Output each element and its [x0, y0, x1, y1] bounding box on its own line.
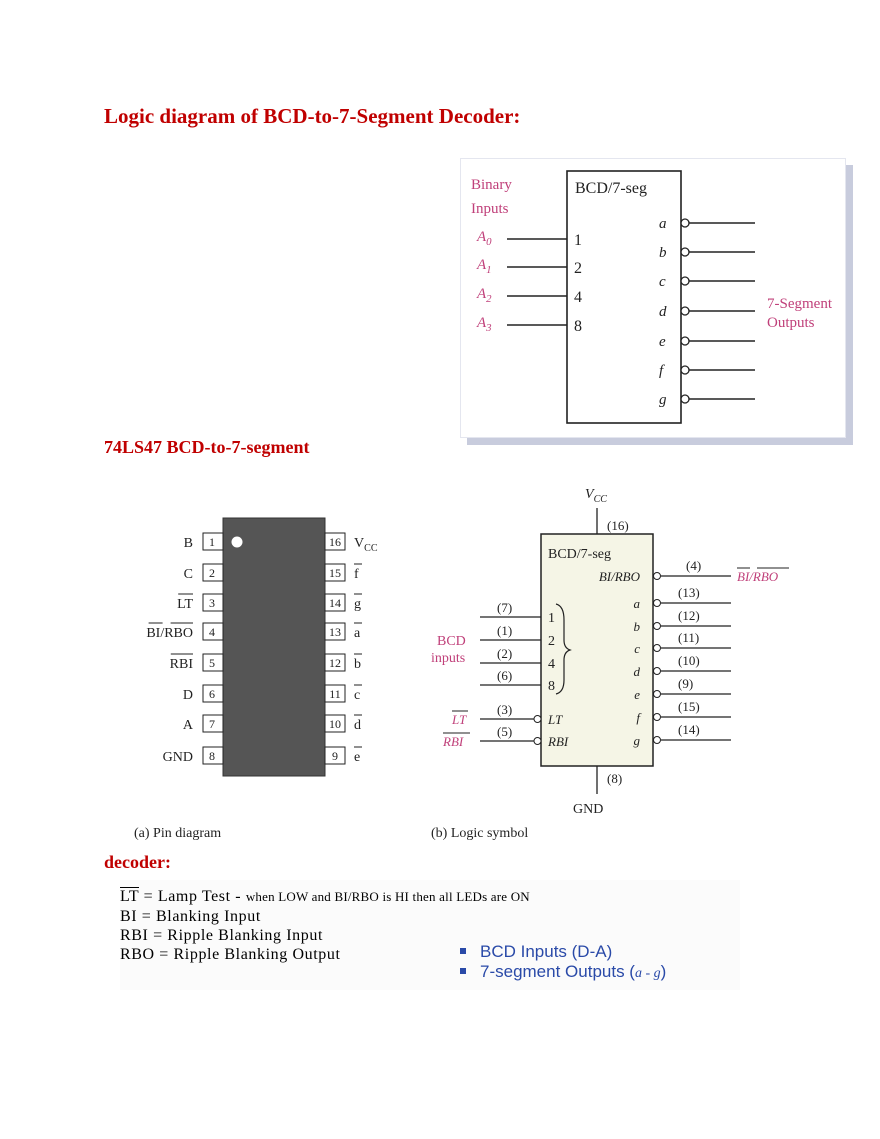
ic-74ls47-svg [100, 470, 800, 850]
segment-output-label-g: g [633, 733, 640, 748]
pin-legend [120, 880, 740, 990]
rbi-bubble [534, 738, 541, 745]
pin-number-6: 6 [209, 687, 215, 701]
segment-pin-number: (9) [678, 676, 694, 691]
pin-label-14: g [354, 597, 361, 612]
output-bubble-e [681, 337, 689, 345]
page-heading-logic-diagram: Logic diagram of BCD-to-7-Segment Decoder: [104, 104, 521, 128]
gnd-pin-number: (8) [607, 771, 623, 786]
segment-output-label-b: b [633, 619, 640, 634]
legend-line-lt: $\overline{LT}$ = Lamp Test - when LOW and BI/RBO is HI then all LEDs are ON [120, 888, 530, 905]
pin1-dot [232, 537, 243, 548]
pin-number-10: 10 [329, 717, 341, 731]
output-bubble-g [681, 395, 689, 403]
ic-74ls47-figure [100, 470, 800, 850]
lt-pin-number: (3) [497, 702, 513, 717]
segment-output-label-d: d [633, 664, 640, 679]
bcd-weight-4: 4 [548, 657, 555, 672]
caption-logic-symbol: (b) Logic symbol [431, 826, 529, 841]
lt-bubble [534, 716, 541, 723]
input-label-A2: $A_2$ [477, 286, 492, 305]
bcd-pin-number: (6) [497, 668, 513, 683]
pin-label-16: $V_{CC}$ [354, 536, 378, 554]
pin-number-15: 15 [329, 566, 341, 580]
bcd-pin-number: (1) [497, 623, 513, 638]
output-bubble-b [681, 248, 689, 256]
output-label-g: g [659, 392, 667, 408]
vcc-pin-number: (16) [607, 518, 629, 533]
pin-label-6: D [182, 688, 193, 703]
pin-label-10: d [354, 718, 361, 733]
bcd-7seg-block-diagram [460, 158, 846, 438]
output-label-b: b [659, 245, 667, 261]
decoder-block [567, 171, 681, 423]
bcd-weight-8: 8 [548, 679, 555, 694]
input-weight-4: 4 [574, 289, 582, 306]
bullet-7seg-outputs: 7-segment Outputs (a - g) [460, 962, 666, 982]
input-label-A0: $A_0$ [477, 229, 492, 248]
output-label-e: e [659, 334, 666, 350]
birbo-outside-label: BI/RBO [737, 569, 779, 584]
pin-label-9: e [354, 750, 361, 765]
bcd-pin-number: (2) [497, 646, 513, 661]
segment-pin-number: (12) [678, 608, 700, 623]
output-label-a: a [659, 216, 667, 232]
segment-pin-number: (10) [678, 653, 700, 668]
segment-pin-number: (13) [678, 585, 700, 600]
output-bubble-c [681, 277, 689, 285]
input-label-A3: $A_3$ [477, 315, 492, 334]
ic-body [223, 518, 325, 776]
pin-label-13: a [354, 626, 361, 641]
legend-line-rbo: RBO = Ripple Blanking Output [120, 946, 341, 963]
pin-label-7: A [182, 718, 193, 733]
segment-bubble-g [654, 737, 661, 744]
rbi-outside-label: RBI [443, 734, 464, 749]
pin-number-12: 12 [329, 656, 341, 670]
output-label-d: d [659, 304, 667, 320]
pin-label-12: b [354, 657, 361, 672]
bullet-square-icon [460, 968, 466, 974]
pin-number-11: 11 [329, 687, 341, 701]
pin-number-4: 4 [209, 625, 215, 639]
bullet-square-icon [460, 948, 466, 954]
segment-output-label-a: a [633, 596, 640, 611]
pin-label-3: LT [177, 597, 193, 612]
section-heading-decoder: decoder: [104, 852, 171, 872]
segment-bubble-c [654, 645, 661, 652]
segment-outputs-caption: 7-Segment [767, 296, 832, 312]
segment-bubble-f [654, 714, 661, 721]
pin-number-16: 16 [329, 535, 341, 549]
binary-inputs-caption-2: Inputs [471, 201, 509, 217]
bcd-inputs-caption: BCD [437, 634, 466, 649]
rbi-pin-number: (5) [497, 724, 513, 739]
birbo-inside-label: BI/RBO [598, 569, 640, 584]
section-heading-74ls47: 74LS47 BCD-to-7-segment [104, 437, 310, 457]
lt-outside-label: LT [452, 712, 467, 727]
output-label-c: c [659, 274, 666, 290]
lt-inside-label: LT [548, 712, 563, 727]
vcc-label: $V_{CC}$ [585, 487, 608, 505]
segment-pin-number: (11) [678, 630, 700, 645]
bcd-pin-number: (7) [497, 600, 513, 615]
segment-bubble-e [654, 691, 661, 698]
gnd-label: GND [573, 802, 604, 817]
pin-number-5: 5 [209, 656, 215, 670]
segment-bubble-a [654, 600, 661, 607]
pin-number-2: 2 [209, 566, 215, 580]
segment-bubble-b [654, 623, 661, 630]
birbo-bubble [654, 573, 661, 580]
pin-number-1: 1 [209, 535, 215, 549]
bcd-weight-2: 2 [548, 634, 555, 649]
segment-pin-number: (14) [678, 722, 700, 737]
legend-line-bi: BI = Blanking Input [120, 908, 261, 925]
segment-output-label-e: e [634, 687, 640, 702]
segment-output-label-c: c [634, 641, 640, 656]
pin-label-15: f [354, 567, 359, 582]
logic-block-label: BCD/7-seg [548, 547, 611, 562]
decoder-block-label: BCD/7-seg [575, 180, 647, 197]
pin-number-14: 14 [329, 596, 341, 610]
segment-bubble-d [654, 668, 661, 675]
bullet-bcd-inputs: BCD Inputs (D-A) [460, 942, 612, 962]
pin-number-9: 9 [332, 749, 338, 763]
birbo-pin-number: (4) [686, 558, 702, 573]
pin-number-3: 3 [209, 596, 215, 610]
output-label-f: f [659, 363, 664, 379]
segment-outputs-caption-2: Outputs [767, 315, 815, 331]
output-bubble-d [681, 307, 689, 315]
pin-label-4: BI/RBO [146, 626, 193, 641]
pin-label-5: RBI [169, 657, 193, 672]
bcd-7seg-block-svg [461, 159, 845, 437]
rbi-inside-label: RBI [548, 734, 569, 749]
pin-label-8: GND [162, 750, 193, 765]
output-bubble-f [681, 366, 689, 374]
segment-output-label-f: f [636, 710, 640, 725]
input-weight-8: 8 [574, 318, 582, 335]
pin-number-7: 7 [209, 717, 215, 731]
input-label-A1: $A_1$ [477, 257, 492, 276]
caption-pin-diagram: (a) Pin diagram [134, 826, 222, 841]
segment-pin-number: (15) [678, 699, 700, 714]
input-weight-2: 2 [574, 260, 582, 277]
pin-label-1: B [183, 536, 193, 551]
input-weight-1: 1 [574, 232, 582, 249]
binary-inputs-caption: Binary [471, 177, 512, 193]
legend-line-rbi: RBI = Ripple Blanking Input [120, 927, 324, 944]
pin-number-8: 8 [209, 749, 215, 763]
bcd-weight-1: 1 [548, 611, 555, 626]
bcd-inputs-caption-2: inputs [431, 651, 466, 666]
pin-label-11: c [354, 688, 361, 703]
output-bubble-a [681, 219, 689, 227]
pin-number-13: 13 [329, 625, 341, 639]
pin-label-2: C [183, 567, 193, 582]
